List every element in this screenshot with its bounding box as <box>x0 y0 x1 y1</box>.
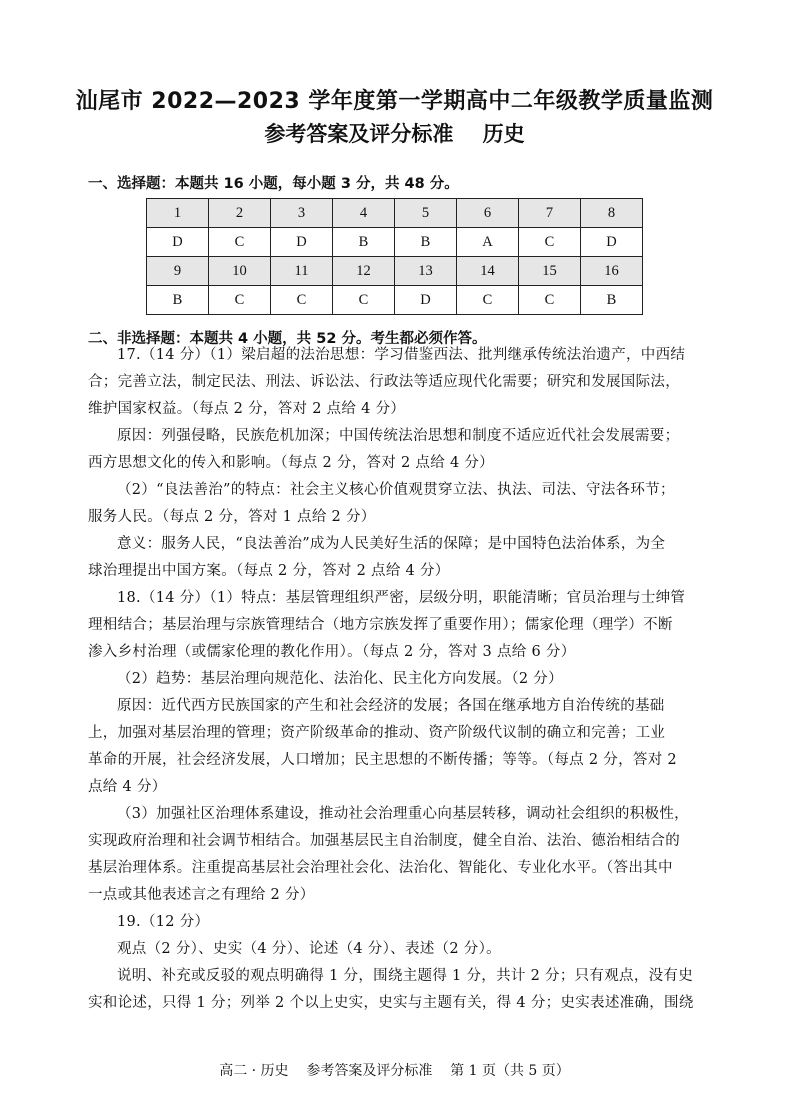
text-line: 一点或其他表述言之有理给 2 分） <box>88 887 315 903</box>
answer-cell: D <box>147 228 209 257</box>
answer-cell: D <box>271 228 333 257</box>
text-line: 原因：列强侵略，民族危机加深；中国传统法治思想和制度不适应近代社会发展需要； <box>117 428 680 444</box>
answer-cell: B <box>581 286 643 315</box>
section2-heading: 二、非选择题：本题共 4 小题，共 52 分。考生都必须作答。 <box>88 331 487 347</box>
answer-cell: C <box>209 228 271 257</box>
page-footer: 高二 · 历史 参考答案及评分标准 第 1 页（共 5 页） <box>219 1063 570 1079</box>
answer-cell: D <box>581 228 643 257</box>
answer-cell: C <box>333 286 395 315</box>
answer-cell: D <box>395 286 457 315</box>
text-line: （3）加强社区治理体系建设，推动社会治理重心向基层转移，调动社会组织的积极性， <box>117 806 689 822</box>
text-line: 基层治理体系。注重提高基层社会治理社会化、法治化、智能化、专业化水平。（答出其中 <box>88 860 673 876</box>
question-number-cell: 3 <box>271 199 333 228</box>
text-line: 意义：服务人民，“良法善治”成为人民美好生活的保障；是中国特色法治体系，为全 <box>117 536 666 552</box>
answer-cell: B <box>333 228 395 257</box>
answer-cell: C <box>519 286 581 315</box>
text-line: 西方思想文化的传入和影响。（每点 2 分，答对 2 点给 4 分） <box>88 455 494 471</box>
text-line: 说明、补充或反驳的观点明确得 1 分，围绕主题得 1 分，共计 2 分；只有观点，没有史 <box>117 968 694 984</box>
text-line: 19.（12 分） <box>117 914 210 930</box>
text-line: 观点（2 分）、史实（4 分）、论述（4 分）、表述（2 分）。 <box>117 941 501 957</box>
text-line: 点给 4 分） <box>88 779 167 795</box>
text-line: 实现政府治理和社会调节相结合。加强基层民主自治制度，健全自治、法治、德治相结合的 <box>88 833 680 849</box>
text-line: 维护国家权益。（每点 2 分，答对 2 点给 4 分） <box>88 401 406 417</box>
answer-cell: A <box>457 228 519 257</box>
section1-heading: 一、选择题：本题共 16 小题，每小题 3 分，共 48 分。 <box>88 176 459 192</box>
text-line: 合；完善立法，制定民法、刑法、诉讼法、行政法等适应现代化需要；研究和发展国际法， <box>88 374 680 390</box>
answer-cell: B <box>395 228 457 257</box>
question-number-row <box>147 257 643 286</box>
question-number-cell: 12 <box>333 257 395 286</box>
answer-body <box>88 342 708 1017</box>
answer-row <box>147 286 643 315</box>
text-line: 渗入乡村治理（或儒家伦理的教化作用）。（每点 2 分，答对 3 点给 6 分） <box>88 644 576 660</box>
text-line: 原因：近代西方民族国家的产生和社会经济的发展；各国在继承地方自治传统的基础 <box>117 698 665 714</box>
question-number-cell: 11 <box>271 257 333 286</box>
answer-cell: C <box>457 286 519 315</box>
question-number-cell: 13 <box>395 257 457 286</box>
question-number-cell: 6 <box>457 199 519 228</box>
text-line: （2）趋势：基层治理向规范化、法治化、民主化方向发展。（2 分） <box>117 671 563 687</box>
question-number-cell: 8 <box>581 199 643 228</box>
text-line: 17.（14 分）（1）梁启超的法治思想：学习借鉴西法、批判继承传统法治遗产，中西结 <box>117 347 686 363</box>
question-number-row <box>147 199 643 228</box>
text-line: 革命的开展，社会经济发展，人口增加；民主思想的不断传播；等等。（每点 2 分，答对 2 <box>88 752 677 768</box>
page-title: 汕尾市 2022—2023 学年度第一学期高中二年级教学质量监测 <box>75 89 714 114</box>
question-number-cell: 15 <box>519 257 581 286</box>
text-line: 球治理提出中国方案。（每点 2 分，答对 2 点给 4 分） <box>88 563 450 579</box>
answer-cell: C <box>209 286 271 315</box>
answer-row <box>147 228 643 257</box>
text-line: 18.（14 分）（1）特点：基层管理组织严密，层级分明，职能清晰；官员治理与士绅管 <box>117 590 686 606</box>
text-line: 理相结合；基层治理与宗族管理结合（地方宗族发挥了重要作用）；儒家伦理（理学）不断 <box>88 617 673 633</box>
question-number-cell: 2 <box>209 199 271 228</box>
answer-cell: C <box>271 286 333 315</box>
question-number-cell: 9 <box>147 257 209 286</box>
answer-cell: B <box>147 286 209 315</box>
text-line: 服务人民。（每点 2 分，答对 1 点给 2 分） <box>88 509 376 525</box>
text-line: （2）“良法善治”的特点：社会主义核心价值观贯穿立法、执法、司法、守法各环节； <box>117 482 675 498</box>
answer-cell: C <box>519 228 581 257</box>
question-number-cell: 5 <box>395 199 457 228</box>
question-number-cell: 14 <box>457 257 519 286</box>
text-line: 实和论述，只得 1 分；列举 2 个以上史实，史实与主题有关，得 4 分；史实表述准确，围绕 <box>88 995 694 1011</box>
answer-table <box>146 198 643 315</box>
question-number-cell: 1 <box>147 199 209 228</box>
question-number-cell: 16 <box>581 257 643 286</box>
question-number-cell: 10 <box>209 257 271 286</box>
question-number-cell: 4 <box>333 199 395 228</box>
text-line: 上，加强对基层治理的管理；资产阶级革命的推动、资产阶级代议制的确立和完善；工业 <box>88 725 666 741</box>
question-number-cell: 7 <box>519 199 581 228</box>
page-subtitle: 参考答案及评分标准 历史 <box>264 122 525 146</box>
